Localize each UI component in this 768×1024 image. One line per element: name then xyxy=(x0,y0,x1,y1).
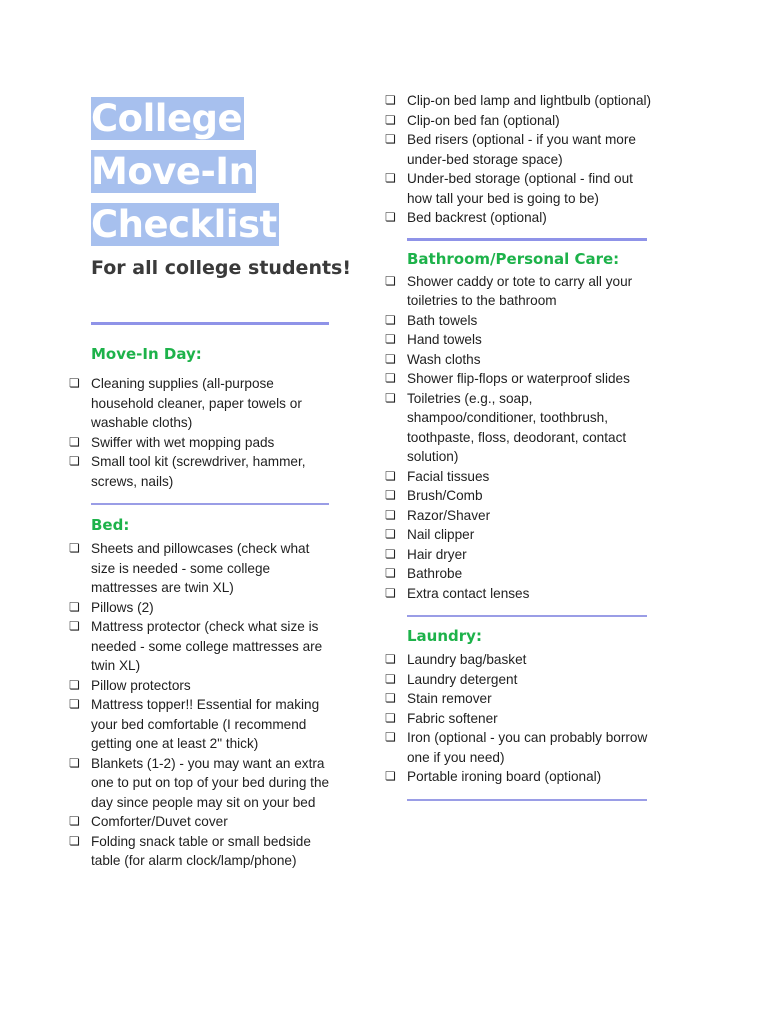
checklist-item-text: Bathrobe xyxy=(407,566,463,581)
checklist-bathroom xyxy=(385,272,652,604)
checklist-item-text: Portable ironing board (optional) xyxy=(407,769,602,784)
checkbox-icon[interactable]: ❏ xyxy=(385,585,396,600)
checklist-item-text: Comforter/Duvet cover xyxy=(91,814,228,829)
section-heading-bathroom: Bathroom/Personal Care: xyxy=(407,249,620,268)
checkbox-icon[interactable]: ❏ xyxy=(385,112,396,127)
checklist-item-text: Nail clipper xyxy=(407,527,475,542)
checklist-item-text: Shower caddy or tote to carry all your toiletries to the bathroom xyxy=(407,273,633,308)
checklist-item-text: Facial tissues xyxy=(407,468,490,484)
checklist-item xyxy=(69,374,331,433)
checklist-item-text: Clip-on bed fan (optional) xyxy=(407,112,560,128)
checkbox-icon[interactable]: ❏ xyxy=(69,434,80,449)
checklist-item-text: Mattress protector (check what size is needed - some college mattresses are twin XL) xyxy=(91,619,323,673)
checklist-item xyxy=(385,389,652,467)
checklist-item-text: Brush/Comb xyxy=(407,488,483,503)
checkbox-icon[interactable]: ❏ xyxy=(69,619,80,633)
checklist-item xyxy=(385,350,652,370)
checklist-item-text: Pillows (2) xyxy=(91,599,154,615)
checkbox-icon[interactable]: ❏ xyxy=(69,454,80,468)
checklist-item-text: Toiletries (e.g., soap, shampoo/conditioner, toothbrush, toothpaste, floss, deodorant, contact solution) xyxy=(407,390,627,464)
checklist-bed xyxy=(69,539,331,871)
checklist-item-text: Fabric softener xyxy=(407,710,498,726)
checklist-item xyxy=(385,525,652,545)
checklist-item-text: Cleaning supplies (all-purpose household cleaner, paper towels or washable cloths) xyxy=(91,376,302,430)
section-heading-move-in: Move-In Day: xyxy=(91,345,202,363)
checklist-item-text: Iron (optional - you can probably borrow one if you need) xyxy=(407,730,648,765)
checkbox-icon[interactable]: ❏ xyxy=(69,833,80,848)
checkbox-icon[interactable]: ❏ xyxy=(385,93,396,107)
checklist-item-text: Small tool kit (screwdriver, hammer, screws, nails) xyxy=(91,454,306,489)
checkbox-icon[interactable]: ❏ xyxy=(385,351,396,366)
checklist-item xyxy=(385,330,652,350)
checklist-item xyxy=(69,832,331,871)
checklist-item xyxy=(69,812,331,832)
checklist-item xyxy=(385,169,652,208)
title-line-3: Checklist xyxy=(91,203,277,246)
checkbox-icon[interactable]: ❏ xyxy=(385,210,396,224)
checklist-item-text: Pillow protectors xyxy=(91,677,191,693)
checklist-item xyxy=(69,754,331,813)
checklist-item xyxy=(385,709,652,729)
checklist-item xyxy=(69,598,331,618)
checklist-item-text: Bed backrest (optional) xyxy=(407,210,547,225)
section-heading-laundry: Laundry: xyxy=(407,627,482,645)
checklist-item xyxy=(69,539,331,598)
checklist-item-text: Stain remover xyxy=(407,691,492,706)
title-line-2: Move-In xyxy=(91,150,255,193)
right-column xyxy=(385,91,707,801)
checklist-item xyxy=(385,670,652,690)
checklist-bed-continued xyxy=(385,91,652,228)
page-title xyxy=(91,92,381,251)
checkbox-icon[interactable]: ❏ xyxy=(69,697,80,711)
checkbox-icon[interactable]: ❏ xyxy=(385,507,396,522)
checkbox-icon[interactable]: ❏ xyxy=(385,769,396,783)
checkbox-icon[interactable]: ❏ xyxy=(385,371,396,385)
section-divider xyxy=(407,799,647,801)
checklist-laundry xyxy=(385,650,652,787)
checkbox-icon[interactable]: ❏ xyxy=(69,541,80,555)
checkbox-icon[interactable]: ❏ xyxy=(385,691,396,705)
checkbox-icon[interactable]: ❏ xyxy=(385,312,396,327)
checkbox-icon[interactable]: ❏ xyxy=(385,488,396,502)
checkbox-icon[interactable]: ❏ xyxy=(385,730,396,744)
checklist-item-text: Razor/Shaver xyxy=(407,507,491,523)
checklist-item xyxy=(385,650,652,670)
checkbox-icon[interactable]: ❏ xyxy=(69,599,80,614)
checklist-item xyxy=(385,767,652,787)
checkbox-icon[interactable]: ❏ xyxy=(69,376,80,390)
title-line-1: College xyxy=(91,97,243,140)
checklist-item xyxy=(69,617,331,676)
checkbox-icon[interactable]: ❏ xyxy=(385,527,396,541)
checkbox-icon[interactable]: ❏ xyxy=(385,171,396,185)
checklist-item-text: Hair dryer xyxy=(407,546,467,562)
checklist-item-text: Laundry detergent xyxy=(407,671,518,687)
checkbox-icon[interactable]: ❏ xyxy=(69,755,80,770)
checkbox-icon[interactable]: ❏ xyxy=(385,332,396,346)
checkbox-icon[interactable]: ❏ xyxy=(385,390,396,405)
checklist-item-text: Sheets and pillowcases (check what size is needed - some college mattresses are twin XL) xyxy=(91,541,310,595)
section-divider xyxy=(91,322,329,325)
checklist-item-text: Bed risers (optional - if you want more under-bed storage space) xyxy=(407,132,636,167)
checklist-item xyxy=(385,91,652,111)
checklist-item xyxy=(385,728,652,767)
checklist-item xyxy=(385,545,652,565)
checklist-item xyxy=(385,584,652,604)
checklist-item-text: Folding snack table or small bedside table (for alarm clock/lamp/phone) xyxy=(91,833,311,868)
checkbox-icon[interactable]: ❏ xyxy=(385,132,396,146)
checklist-item-text: Clip-on bed lamp and lightbulb (optional) xyxy=(407,93,652,108)
checklist-item xyxy=(385,467,652,487)
checklist-item xyxy=(385,272,652,311)
checklist-item-text: Wash cloths xyxy=(407,351,481,367)
checklist-move-in xyxy=(69,374,331,491)
checkbox-icon[interactable]: ❏ xyxy=(385,468,396,483)
checklist-item-text: Bath towels xyxy=(407,312,478,328)
checkbox-icon[interactable]: ❏ xyxy=(69,677,80,692)
section-divider xyxy=(91,503,329,505)
checklist-item xyxy=(385,564,652,584)
checklist-item xyxy=(69,433,331,453)
checklist-item xyxy=(385,689,652,709)
checklist-item-text: Hand towels xyxy=(407,332,482,347)
checkbox-icon[interactable]: ❏ xyxy=(385,273,396,288)
left-column xyxy=(69,92,381,871)
checklist-item-text: Laundry bag/basket xyxy=(407,652,527,667)
checklist-item xyxy=(385,130,652,169)
checkbox-icon[interactable]: ❏ xyxy=(385,710,396,725)
checkbox-icon[interactable]: ❏ xyxy=(69,814,80,828)
checklist-item xyxy=(385,311,652,331)
checklist-item xyxy=(69,452,331,491)
checklist-item-text: Extra contact lenses xyxy=(407,585,530,601)
checklist-item-text: Blankets (1-2) - you may want an extra one to put on top of your bed during the day since people may sit on your bed xyxy=(91,755,330,810)
section-heading-bed: Bed: xyxy=(91,516,130,534)
checklist-item-text: Mattress topper!! Essential for making your bed comfortable (I recommend getting one at least 2" thick) xyxy=(91,697,320,751)
checklist-item-text: Swiffer with wet mopping pads xyxy=(91,434,275,450)
checklist-item xyxy=(385,208,652,228)
checkbox-icon[interactable]: ❏ xyxy=(385,671,396,686)
checkbox-icon[interactable]: ❏ xyxy=(385,546,396,561)
checklist-item xyxy=(69,695,331,754)
section-divider xyxy=(407,238,647,241)
checkbox-icon[interactable]: ❏ xyxy=(385,566,396,580)
checklist-item xyxy=(69,676,331,696)
checklist-item xyxy=(385,369,652,389)
checklist-item xyxy=(385,111,652,131)
checklist-item-text: Shower flip-flops or waterproof slides xyxy=(407,371,630,386)
page-subtitle: For all college students! xyxy=(91,257,352,279)
checklist-item xyxy=(385,486,652,506)
checklist-item xyxy=(385,506,652,526)
section-divider xyxy=(407,615,647,617)
checklist-item-text: Under-bed storage (optional - find out how tall your bed is going to be) xyxy=(407,171,633,206)
checkbox-icon[interactable]: ❏ xyxy=(385,652,396,666)
